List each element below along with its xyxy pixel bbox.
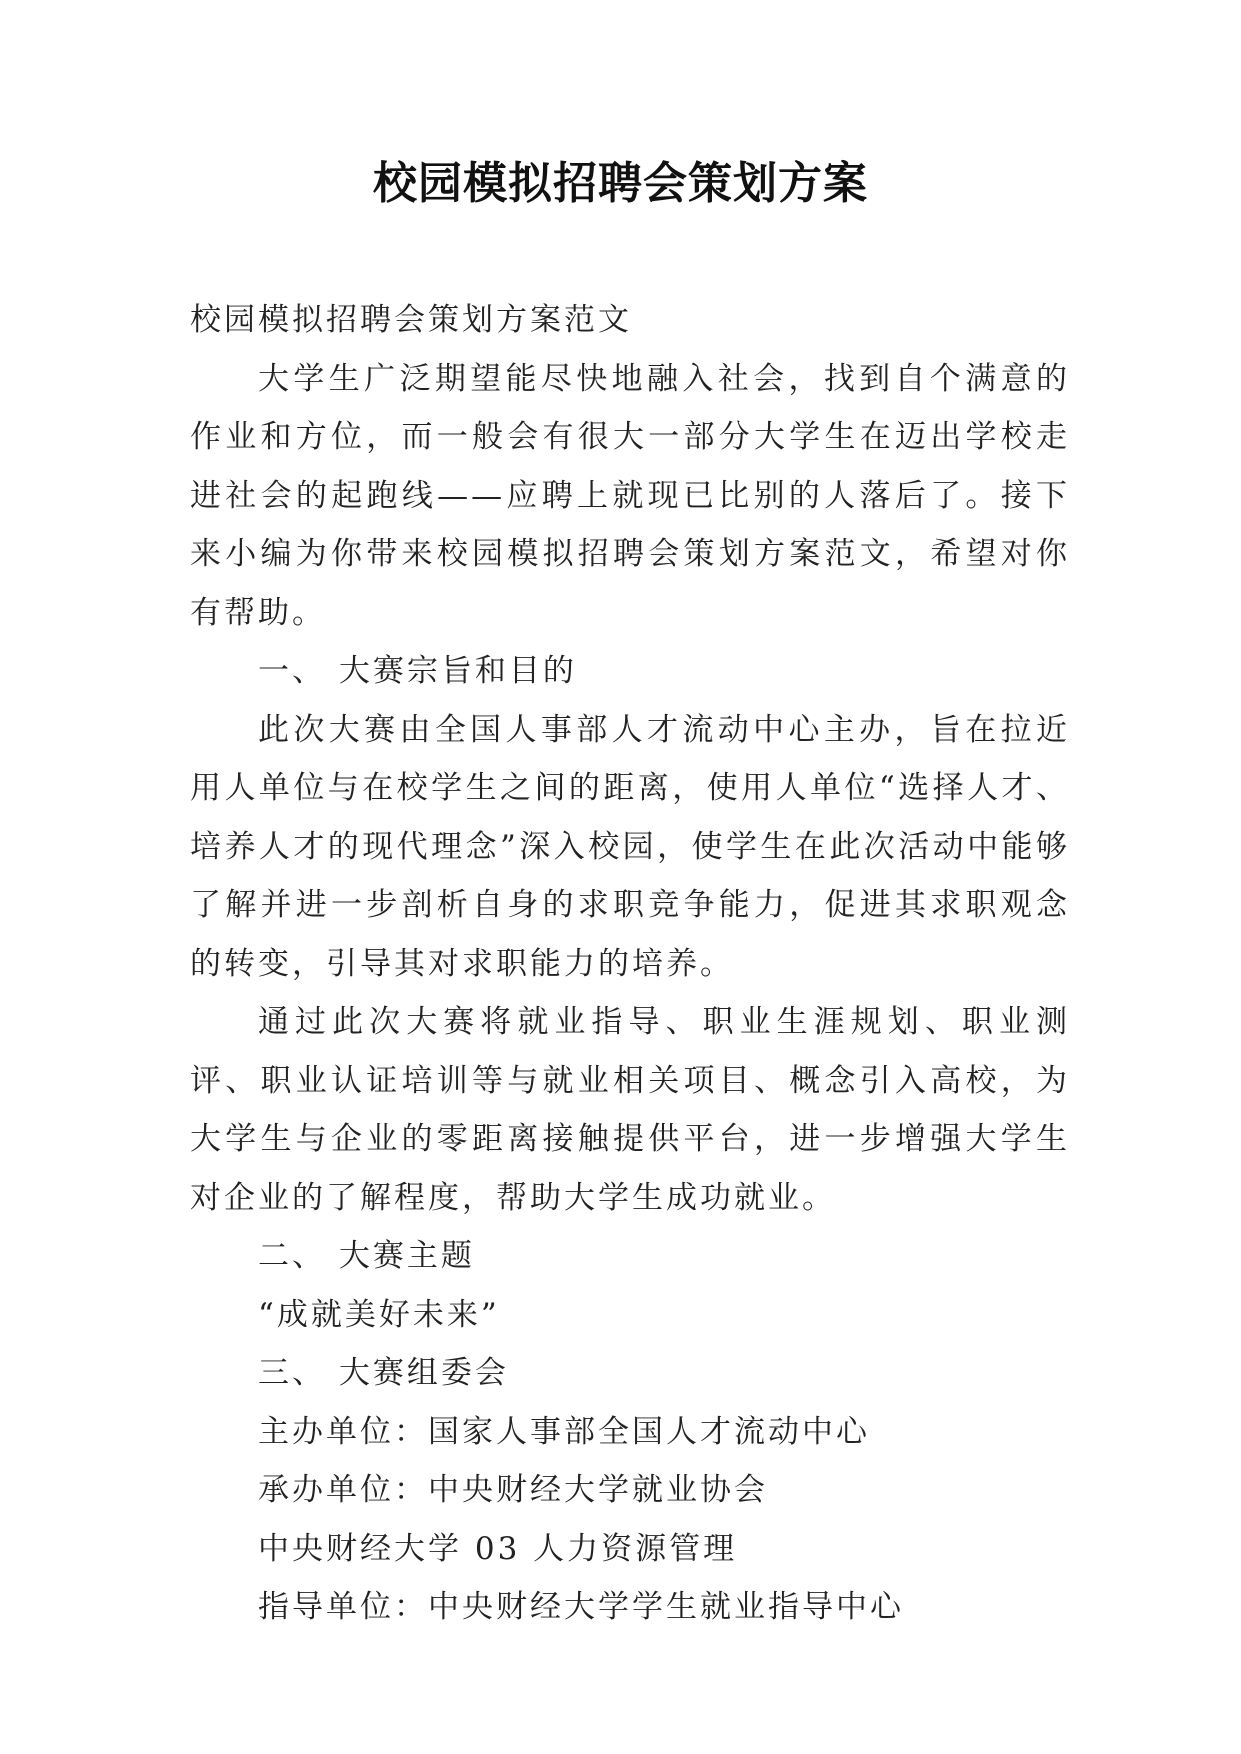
section-heading-2: 二、 大赛主题	[258, 1238, 475, 1274]
document-body	[190, 291, 1070, 1637]
document-title: 校园模拟招聘会策划方案	[373, 158, 868, 209]
intro-paragraph: 大学生广泛期望能尽快地融入社会，找到自个满意的作业和方位，而一般会有很大一部分大学生在迈出学校走进社会的起跑线——应聘上就现已比别的人落后了。接下来小编为你带来校园模拟招聘会策划方案范文，希望对你有帮助。	[190, 360, 1070, 631]
host-line: 承办单位：中央财经大学就业协会	[258, 1472, 768, 1508]
purpose-paragraph: 此次大赛由全国人事部人才流动中心主办，旨在拉近用人单位与在校学生之间的距离，使用人单位“选择人才、培养人才的现代理念”深入校园，使学生在此次活动中能够了解并进一步剖析自身的求职竞争能力，促进其求职观念的转变，引导其对求职能力的培养。	[190, 711, 1070, 982]
co-host-line: 中央财经大学 03 人力资源管理	[258, 1530, 738, 1567]
guidance-line: 指导单位：中央财经大学学生就业指导中心	[258, 1589, 904, 1625]
theme-paragraph: “成就美好未来”	[258, 1296, 500, 1333]
section-heading-3: 三、 大赛组委会	[258, 1355, 509, 1391]
subtitle-paragraph: 校园模拟招聘会策划方案范文	[190, 302, 632, 338]
section-heading-1: 一、 大赛宗旨和目的	[258, 653, 577, 689]
organizer-line: 主办单位：国家人事部全国人才流动中心	[258, 1413, 870, 1450]
goal-paragraph: 通过此次大赛将就业指导、职业生涯规划、职业测评、职业认证培训等与就业相关项目、概念引入高校，为大学生与企业的零距离接触提供平台，进一步增强大学生对企业的了解程度，帮助大学生成功就业。	[190, 1004, 1070, 1216]
